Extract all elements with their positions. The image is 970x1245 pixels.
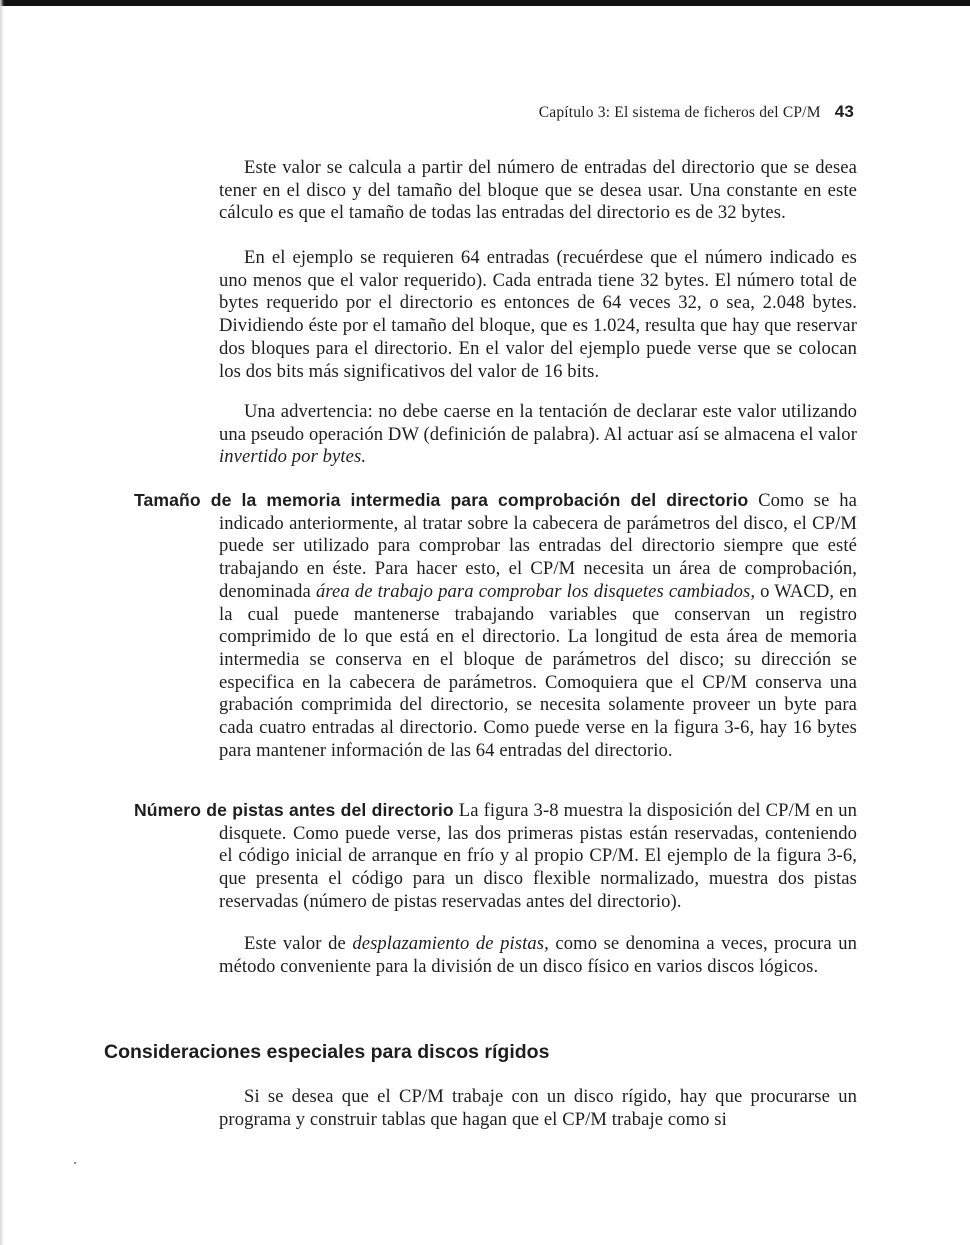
runin-heading-buffer-size: Tamaño de la memoria intermedia para comprobación del directorio xyxy=(134,490,749,510)
paragraph-6 xyxy=(219,933,857,978)
scan-speck xyxy=(74,1162,76,1164)
paragraph-3-text: Una advertencia: no debe caerse en la tentación de declarar este valor utilizando una pseudo operación DW (definición de palabra). Al actuar así se almacena el valor xyxy=(219,401,857,445)
paragraph-7: Si se desea que el CP/M trabaje con un disco rígido, hay que procurarse un programa y construir tablas que hagan que el CP/M trabaje como si xyxy=(219,1086,857,1130)
paragraph-5-text: La figura 3-8 muestra la disposición del CP/M en un disquete. Como puede verse, las dos primeras pistas están reservadas, conteniendo el código inicial de arranque en frío y al propio CP/M. El ejemplo de la figura 3-6, que presenta el código para un disco flexible normalizado, muestra dos pistas reservadas (número de pistas reservadas antes del directorio). xyxy=(219,800,858,912)
section-heading: Consideraciones especiales para discos rígidos xyxy=(104,1041,550,1063)
paragraph-2: En el ejemplo se requieren 64 entradas (recuérdese que el número indicado es uno menos que el valor requerido). Cada entrada tiene 32 bytes. El número total de bytes requerido por el directorio es entonces de 64 veces 32, o sea, 2.048 bytes. Dividiendo éste por el tamaño del bloque, que es 1.024, resulta que hay que reservar dos bloques para el directorio. En el valor del ejemplo puede verse que se colocan los dos bits más significativos del valor de 16 bits. xyxy=(219,247,857,382)
paragraph-6-text-a: Este valor de xyxy=(244,933,353,954)
paragraph-4-italic: área de trabajo para comprobar los disquetes cambiados, xyxy=(315,580,756,602)
scan-top-edge xyxy=(0,0,970,6)
paragraph-4-text-a: Como se ha indicado anteriormente, al tratar sobre la cabecera de parámetros del disco, el CP/M puede ser utilizado para comprobar las entradas del directorio siempre que esté trabajando en éste. Para hacer esto, el CP/M necesita un área de comprobación, denominada xyxy=(219,490,857,602)
paragraph-3-italic: invertido por bytes. xyxy=(219,446,367,468)
running-title: Capítulo 3: El sistema de ficheros del CP/M xyxy=(538,104,821,121)
paragraph-4-text-b: o WACD, en la cual puede mantenerse trabajando variables que conservan un registro comprimido de lo que está en el directorio. La longitud de esta área de memoria intermedia se conserva en el bloque de parámetros del disco; su dirección se especifica en la cabecera de parámetros. Comoquiera que el CP/M conserva una grabación comprimida del directorio, se necesita solamente proveer un byte para cada cuatro entradas al directorio. Como puede verse en la figura 3-6, hay 16 bytes para mantener información de las 64 entradas del directorio. xyxy=(219,580,857,761)
paragraph-tracks xyxy=(134,799,858,914)
scan-left-edge xyxy=(0,0,4,1245)
paragraph-1: Este valor se calcula a partir del número de entradas del directorio que se desea tener en el disco y del tamaño del bloque que se desea usar. Una constante en este cálculo es que el tamaño de todas las entradas del directorio es de 32 bytes. xyxy=(219,157,857,224)
runin-heading-tracks: Número de pistas antes del directorio xyxy=(134,800,454,820)
paragraph-6-italic: desplazamiento de pistas, xyxy=(352,933,549,954)
paragraph-buffer-size xyxy=(134,489,857,762)
page-number: 43 xyxy=(834,102,854,121)
paragraph-6-text-b: como se denomina a veces, procura un método conveniente para la división de un disco físico en varios discos lógicos. xyxy=(219,933,857,977)
running-head xyxy=(539,102,854,122)
paragraph-3 xyxy=(219,401,857,469)
